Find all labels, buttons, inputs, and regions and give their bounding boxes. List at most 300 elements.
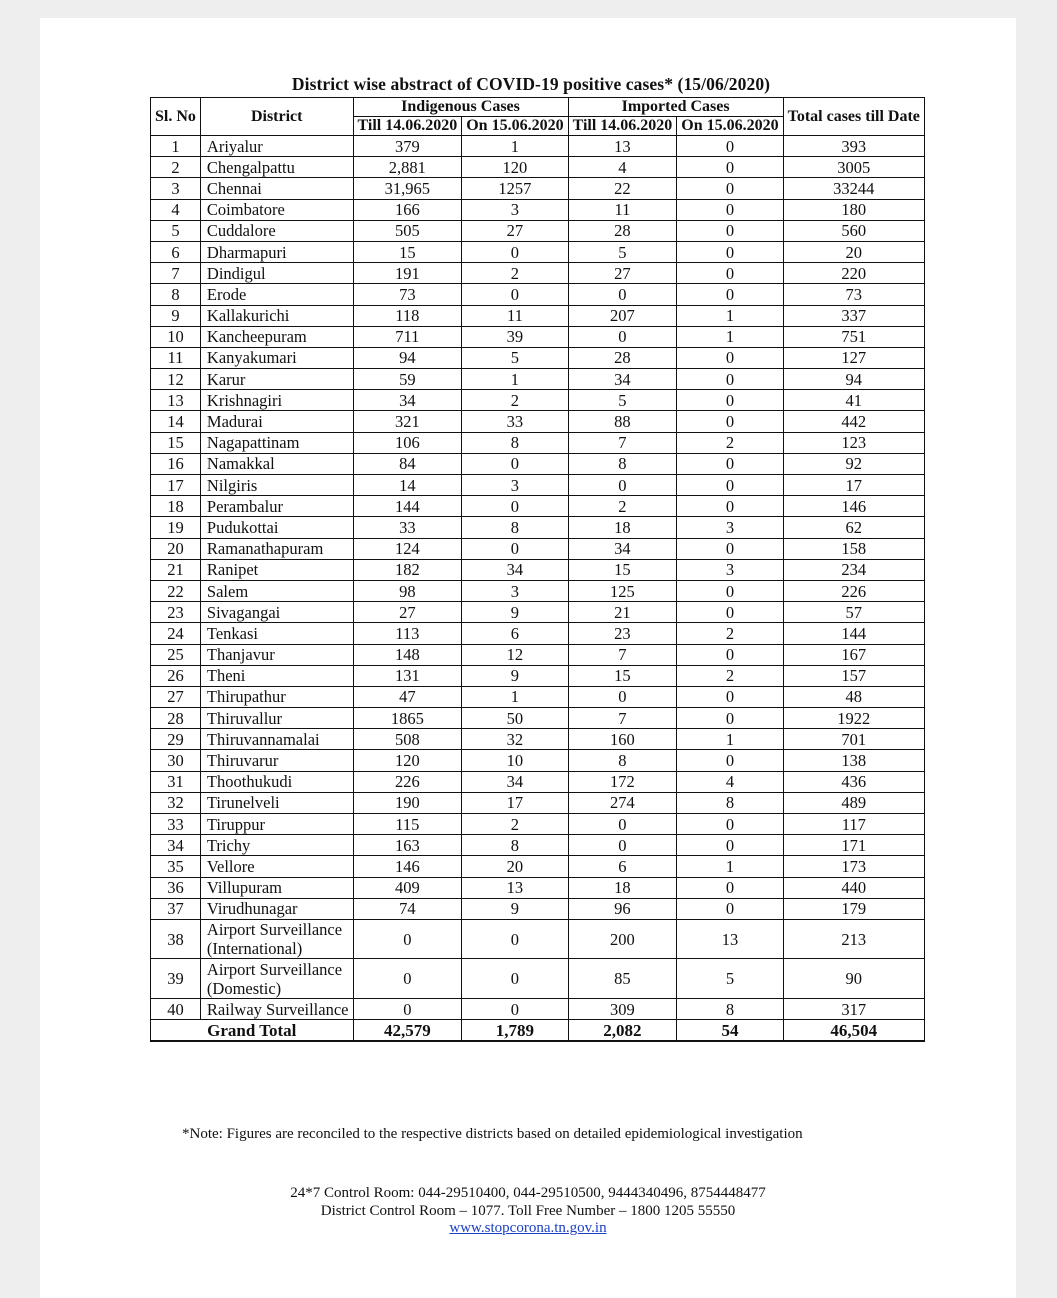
- cell-indigenous-till: 163: [353, 835, 462, 856]
- cell-district: Madurai: [200, 411, 353, 432]
- cell-sl-no: 33: [151, 814, 201, 835]
- cell-imported-till: 34: [568, 369, 677, 390]
- cell-indigenous-till: 47: [353, 686, 462, 707]
- cell-imported-till: 88: [568, 411, 677, 432]
- cell-district: Airport Surveillance (International): [200, 919, 353, 959]
- cell-imported-till: 2: [568, 496, 677, 517]
- cell-total: 173: [783, 856, 924, 877]
- table-row: [151, 665, 925, 686]
- cell-imported-till: 4: [568, 157, 677, 178]
- cell-sl-no: 28: [151, 708, 201, 729]
- cell-indigenous-till: 190: [353, 792, 462, 813]
- table-row: [151, 220, 925, 241]
- cell-district: Tirunelveli: [200, 792, 353, 813]
- cell-district: Kancheepuram: [200, 326, 353, 347]
- table-row: [151, 559, 925, 580]
- table-row: [151, 178, 925, 199]
- cell-indigenous-till: 84: [353, 453, 462, 474]
- cell-sl-no: 40: [151, 998, 201, 1019]
- table-row: [151, 136, 925, 157]
- cell-indigenous-on: 3: [462, 199, 568, 220]
- cell-indigenous-till: 31,965: [353, 178, 462, 199]
- cell-sl-no: 34: [151, 835, 201, 856]
- cell-indigenous-on: 32: [462, 729, 568, 750]
- cell-imported-on: 0: [677, 644, 783, 665]
- table-row: [151, 241, 925, 262]
- table-row: [151, 411, 925, 432]
- cell-imported-on: 8: [677, 792, 783, 813]
- cell-imported-till: 11: [568, 199, 677, 220]
- cell-imported-on: 0: [677, 411, 783, 432]
- cell-sl-no: 22: [151, 580, 201, 601]
- cell-imported-on: 0: [677, 898, 783, 919]
- cell-indigenous-on: 39: [462, 326, 568, 347]
- cell-imported-till: 96: [568, 898, 677, 919]
- cell-total: 144: [783, 623, 924, 644]
- cell-imported-till: 7: [568, 708, 677, 729]
- cell-imported-on: 5: [677, 959, 783, 999]
- cell-indigenous-on: 6: [462, 623, 568, 644]
- cell-indigenous-till: 182: [353, 559, 462, 580]
- cell-indigenous-on: 17: [462, 792, 568, 813]
- table-row: [151, 432, 925, 453]
- contact-footer: [150, 1185, 906, 1238]
- cell-imported-on: 0: [677, 750, 783, 771]
- header-indigenous-till: Till 14.06.2020: [353, 117, 462, 136]
- cell-indigenous-till: 131: [353, 665, 462, 686]
- cell-imported-on: 0: [677, 284, 783, 305]
- cell-indigenous-till: 321: [353, 411, 462, 432]
- cell-indigenous-on: 0: [462, 241, 568, 262]
- cell-sl-no: 18: [151, 496, 201, 517]
- grand-total-row: [151, 1020, 925, 1042]
- table-row: [151, 453, 925, 474]
- cell-indigenous-till: 124: [353, 538, 462, 559]
- table-row: [151, 959, 925, 999]
- cell-imported-on: 0: [677, 708, 783, 729]
- cell-indigenous-on: 34: [462, 559, 568, 580]
- cell-indigenous-on: 0: [462, 919, 568, 959]
- cell-indigenous-on: 27: [462, 220, 568, 241]
- grand-total-label: Grand Total: [151, 1020, 354, 1042]
- cell-indigenous-on: 0: [462, 496, 568, 517]
- cell-indigenous-till: 34: [353, 390, 462, 411]
- cell-total: 560: [783, 220, 924, 241]
- table-row: [151, 623, 925, 644]
- cell-indigenous-till: 0: [353, 998, 462, 1019]
- cell-imported-on: 0: [677, 602, 783, 623]
- cell-indigenous-on: 0: [462, 453, 568, 474]
- cell-imported-on: 0: [677, 814, 783, 835]
- cell-district: Virudhunagar: [200, 898, 353, 919]
- cell-total: 440: [783, 877, 924, 898]
- cell-indigenous-on: 9: [462, 665, 568, 686]
- table-row: [151, 729, 925, 750]
- cell-indigenous-till: 98: [353, 580, 462, 601]
- cell-sl-no: 4: [151, 199, 201, 220]
- cell-indigenous-on: 11: [462, 305, 568, 326]
- cell-district: Kanyakumari: [200, 347, 353, 368]
- cell-sl-no: 27: [151, 686, 201, 707]
- cell-total: 17: [783, 475, 924, 496]
- cell-total: 62: [783, 517, 924, 538]
- cell-total: 127: [783, 347, 924, 368]
- cell-imported-on: 0: [677, 475, 783, 496]
- district-control-line: District Control Room – 1077. Toll Free Number – 1800 1205 55550: [320, 1202, 736, 1219]
- cell-total: 167: [783, 644, 924, 665]
- table-row: [151, 814, 925, 835]
- cell-total: 442: [783, 411, 924, 432]
- cell-imported-till: 22: [568, 178, 677, 199]
- cell-district: Thanjavur: [200, 644, 353, 665]
- table-row: [151, 199, 925, 220]
- cell-district: Namakkal: [200, 453, 353, 474]
- cell-indigenous-till: 59: [353, 369, 462, 390]
- cell-imported-on: 0: [677, 178, 783, 199]
- cell-sl-no: 21: [151, 559, 201, 580]
- cell-imported-till: 0: [568, 835, 677, 856]
- cell-district: Thiruvannamalai: [200, 729, 353, 750]
- cell-imported-on: 4: [677, 771, 783, 792]
- cell-imported-till: 13: [568, 136, 677, 157]
- cell-imported-on: 2: [677, 432, 783, 453]
- table-row: [151, 538, 925, 559]
- cell-total: 57: [783, 602, 924, 623]
- cell-total: 158: [783, 538, 924, 559]
- cell-sl-no: 14: [151, 411, 201, 432]
- header-indigenous: Indigenous Cases: [353, 98, 568, 117]
- cell-district: Railway Surveillance: [200, 998, 353, 1019]
- table-row: [151, 305, 925, 326]
- cell-sl-no: 30: [151, 750, 201, 771]
- grand-total-indigenous-till: 42,579: [353, 1020, 462, 1042]
- cell-imported-till: 15: [568, 559, 677, 580]
- cell-indigenous-till: 144: [353, 496, 462, 517]
- cell-imported-till: 21: [568, 602, 677, 623]
- cell-indigenous-on: 13: [462, 877, 568, 898]
- grand-total-indigenous-on: 1,789: [462, 1020, 568, 1042]
- cell-indigenous-on: 8: [462, 432, 568, 453]
- cell-total: 393: [783, 136, 924, 157]
- cell-indigenous-on: 120: [462, 157, 568, 178]
- cell-total: 234: [783, 559, 924, 580]
- cell-district: Nilgiris: [200, 475, 353, 496]
- cell-indigenous-on: 8: [462, 835, 568, 856]
- cell-indigenous-on: 12: [462, 644, 568, 665]
- cell-indigenous-till: 115: [353, 814, 462, 835]
- table-row: [151, 369, 925, 390]
- cell-imported-till: 5: [568, 390, 677, 411]
- cell-indigenous-till: 166: [353, 199, 462, 220]
- cell-indigenous-on: 2: [462, 263, 568, 284]
- cell-district: Pudukottai: [200, 517, 353, 538]
- cell-sl-no: 35: [151, 856, 201, 877]
- cell-total: 41: [783, 390, 924, 411]
- cell-district: Salem: [200, 580, 353, 601]
- cell-total: 123: [783, 432, 924, 453]
- cell-imported-till: 18: [568, 517, 677, 538]
- cell-total: 1922: [783, 708, 924, 729]
- cell-indigenous-till: 74: [353, 898, 462, 919]
- table-row: [151, 856, 925, 877]
- table-row: [151, 792, 925, 813]
- cell-imported-on: 8: [677, 998, 783, 1019]
- cell-sl-no: 23: [151, 602, 201, 623]
- cell-district: Kallakurichi: [200, 305, 353, 326]
- cell-indigenous-on: 10: [462, 750, 568, 771]
- cell-indigenous-on: 34: [462, 771, 568, 792]
- table-row: [151, 347, 925, 368]
- cell-indigenous-on: 0: [462, 959, 568, 999]
- cell-sl-no: 10: [151, 326, 201, 347]
- cell-total: 138: [783, 750, 924, 771]
- cell-indigenous-on: 3: [462, 475, 568, 496]
- table-row: [151, 284, 925, 305]
- cell-indigenous-till: 0: [353, 919, 462, 959]
- cell-district: Thirupathur: [200, 686, 353, 707]
- footnote: *Note: Figures are reconciled to the respective districts based on detailed epidemiological investigation: [182, 1126, 803, 1142]
- cell-imported-on: 3: [677, 559, 783, 580]
- cell-sl-no: 32: [151, 792, 201, 813]
- header-sl-no: Sl. No: [151, 98, 201, 136]
- cell-total: 213: [783, 919, 924, 959]
- cell-district: Krishnagiri: [200, 390, 353, 411]
- cell-sl-no: 19: [151, 517, 201, 538]
- cell-total: 33244: [783, 178, 924, 199]
- cell-imported-on: 0: [677, 453, 783, 474]
- cell-imported-on: 0: [677, 157, 783, 178]
- cell-imported-till: 200: [568, 919, 677, 959]
- cell-imported-on: 0: [677, 347, 783, 368]
- header-imported-till: Till 14.06.2020: [568, 117, 677, 136]
- cell-district: Thiruvallur: [200, 708, 353, 729]
- cell-total: 94: [783, 369, 924, 390]
- cell-district: Trichy: [200, 835, 353, 856]
- cell-sl-no: 5: [151, 220, 201, 241]
- cell-sl-no: 29: [151, 729, 201, 750]
- cell-indigenous-on: 9: [462, 898, 568, 919]
- cell-sl-no: 38: [151, 919, 201, 959]
- header-district: District: [200, 98, 353, 136]
- cell-district: Villupuram: [200, 877, 353, 898]
- cell-sl-no: 20: [151, 538, 201, 559]
- cell-sl-no: 17: [151, 475, 201, 496]
- cell-indigenous-till: 106: [353, 432, 462, 453]
- cell-indigenous-till: 15: [353, 241, 462, 262]
- cell-district: Ramanathapuram: [200, 538, 353, 559]
- header-imported: Imported Cases: [568, 98, 783, 117]
- table-row: [151, 475, 925, 496]
- cell-imported-till: 8: [568, 453, 677, 474]
- cell-indigenous-on: 1: [462, 686, 568, 707]
- cell-district: Coimbatore: [200, 199, 353, 220]
- cell-imported-till: 0: [568, 326, 677, 347]
- cell-district: Nagapattinam: [200, 432, 353, 453]
- cell-imported-on: 0: [677, 686, 783, 707]
- cell-imported-on: 0: [677, 241, 783, 262]
- cell-district: Ranipet: [200, 559, 353, 580]
- cell-imported-on: 13: [677, 919, 783, 959]
- cell-total: 180: [783, 199, 924, 220]
- table-row: [151, 644, 925, 665]
- grand-total-imported-till: 2,082: [568, 1020, 677, 1042]
- cell-indigenous-on: 1257: [462, 178, 568, 199]
- cell-district: Tiruppur: [200, 814, 353, 835]
- cell-total: 20: [783, 241, 924, 262]
- cell-indigenous-on: 3: [462, 580, 568, 601]
- cell-indigenous-on: 5: [462, 347, 568, 368]
- cell-total: 90: [783, 959, 924, 999]
- cell-imported-on: 2: [677, 623, 783, 644]
- covid-cases-table: [150, 97, 925, 1042]
- cell-total: 436: [783, 771, 924, 792]
- cell-indigenous-on: 8: [462, 517, 568, 538]
- cell-indigenous-till: 1865: [353, 708, 462, 729]
- cell-sl-no: 37: [151, 898, 201, 919]
- cell-imported-on: 2: [677, 665, 783, 686]
- header-indigenous-on: On 15.06.2020: [462, 117, 568, 136]
- table-body: [151, 136, 925, 1042]
- table-row: [151, 835, 925, 856]
- cell-indigenous-on: 33: [462, 411, 568, 432]
- cell-district: Dindigul: [200, 263, 353, 284]
- cell-total: 157: [783, 665, 924, 686]
- cell-total: 337: [783, 305, 924, 326]
- table-row: [151, 602, 925, 623]
- cell-district: Theni: [200, 665, 353, 686]
- cell-total: 117: [783, 814, 924, 835]
- cell-indigenous-till: 146: [353, 856, 462, 877]
- cell-imported-till: 0: [568, 686, 677, 707]
- cell-imported-on: 0: [677, 220, 783, 241]
- cell-imported-till: 0: [568, 284, 677, 305]
- header-imported-on: On 15.06.2020: [677, 117, 783, 136]
- cell-district: Dharmapuri: [200, 241, 353, 262]
- table-row: [151, 771, 925, 792]
- cell-imported-till: 15: [568, 665, 677, 686]
- table-row: [151, 750, 925, 771]
- cell-indigenous-on: 1: [462, 369, 568, 390]
- cell-total: 146: [783, 496, 924, 517]
- cell-sl-no: 12: [151, 369, 201, 390]
- grand-total-imported-on: 54: [677, 1020, 783, 1042]
- cell-imported-on: 0: [677, 538, 783, 559]
- cell-imported-on: 1: [677, 305, 783, 326]
- cell-sl-no: 9: [151, 305, 201, 326]
- cell-indigenous-till: 14: [353, 475, 462, 496]
- cell-indigenous-till: 120: [353, 750, 462, 771]
- cell-imported-till: 7: [568, 432, 677, 453]
- cell-indigenous-on: 2: [462, 814, 568, 835]
- cell-indigenous-till: 379: [353, 136, 462, 157]
- cell-sl-no: 25: [151, 644, 201, 665]
- cell-imported-on: 0: [677, 263, 783, 284]
- cell-sl-no: 3: [151, 178, 201, 199]
- cell-imported-on: 1: [677, 856, 783, 877]
- cell-total: 73: [783, 284, 924, 305]
- control-room-line: 24*7 Control Room: 044-29510400, 044-29510500, 9444340496, 8754448477: [290, 1185, 766, 1201]
- cell-indigenous-till: 508: [353, 729, 462, 750]
- cell-imported-on: 0: [677, 580, 783, 601]
- cell-district: Vellore: [200, 856, 353, 877]
- website-link[interactable]: www.stopcorona.tn.gov.in: [449, 1220, 607, 1236]
- cell-total: 3005: [783, 157, 924, 178]
- cell-indigenous-till: 409: [353, 877, 462, 898]
- cell-total: 701: [783, 729, 924, 750]
- cell-district: Cuddalore: [200, 220, 353, 241]
- table-row: [151, 580, 925, 601]
- table-row: [151, 517, 925, 538]
- cell-sl-no: 7: [151, 263, 201, 284]
- cell-indigenous-till: 94: [353, 347, 462, 368]
- cell-imported-till: 8: [568, 750, 677, 771]
- cell-sl-no: 1: [151, 136, 201, 157]
- cell-imported-on: 0: [677, 877, 783, 898]
- cell-imported-on: 1: [677, 729, 783, 750]
- cell-imported-till: 34: [568, 538, 677, 559]
- cell-imported-on: 0: [677, 496, 783, 517]
- cell-indigenous-till: 191: [353, 263, 462, 284]
- table-row: [151, 898, 925, 919]
- cell-imported-till: 160: [568, 729, 677, 750]
- cell-imported-on: 0: [677, 390, 783, 411]
- cell-indigenous-till: 0: [353, 959, 462, 999]
- cell-imported-on: 0: [677, 199, 783, 220]
- cell-imported-till: 7: [568, 644, 677, 665]
- table-row: [151, 390, 925, 411]
- cell-district: Thoothukudi: [200, 771, 353, 792]
- cell-indigenous-on: 0: [462, 998, 568, 1019]
- cell-district: Chennai: [200, 178, 353, 199]
- table-row: [151, 326, 925, 347]
- cell-sl-no: 36: [151, 877, 201, 898]
- cell-total: 317: [783, 998, 924, 1019]
- cell-indigenous-till: 27: [353, 602, 462, 623]
- cell-imported-on: 1: [677, 326, 783, 347]
- cell-sl-no: 8: [151, 284, 201, 305]
- cell-imported-till: 23: [568, 623, 677, 644]
- cell-sl-no: 2: [151, 157, 201, 178]
- cell-indigenous-till: 113: [353, 623, 462, 644]
- cell-imported-till: 0: [568, 814, 677, 835]
- cell-imported-till: 28: [568, 220, 677, 241]
- cell-sl-no: 31: [151, 771, 201, 792]
- cell-imported-on: 0: [677, 835, 783, 856]
- cell-sl-no: 24: [151, 623, 201, 644]
- cell-total: 751: [783, 326, 924, 347]
- cell-imported-till: 5: [568, 241, 677, 262]
- cell-total: 226: [783, 580, 924, 601]
- cell-indigenous-till: 33: [353, 517, 462, 538]
- header-total: Total cases till Date: [783, 98, 924, 136]
- cell-district: Airport Surveillance (Domestic): [200, 959, 353, 999]
- table-row: [151, 877, 925, 898]
- cell-indigenous-on: 2: [462, 390, 568, 411]
- cell-district: Tenkasi: [200, 623, 353, 644]
- cell-imported-till: 207: [568, 305, 677, 326]
- cell-total: 171: [783, 835, 924, 856]
- cell-sl-no: 6: [151, 241, 201, 262]
- cell-district: Erode: [200, 284, 353, 305]
- cell-imported-till: 85: [568, 959, 677, 999]
- cell-indigenous-till: 2,881: [353, 157, 462, 178]
- cell-imported-till: 27: [568, 263, 677, 284]
- cell-sl-no: 39: [151, 959, 201, 999]
- cell-indigenous-on: 0: [462, 538, 568, 559]
- table-row: [151, 998, 925, 1019]
- cell-total: 48: [783, 686, 924, 707]
- grand-total-total: 46,504: [783, 1020, 924, 1042]
